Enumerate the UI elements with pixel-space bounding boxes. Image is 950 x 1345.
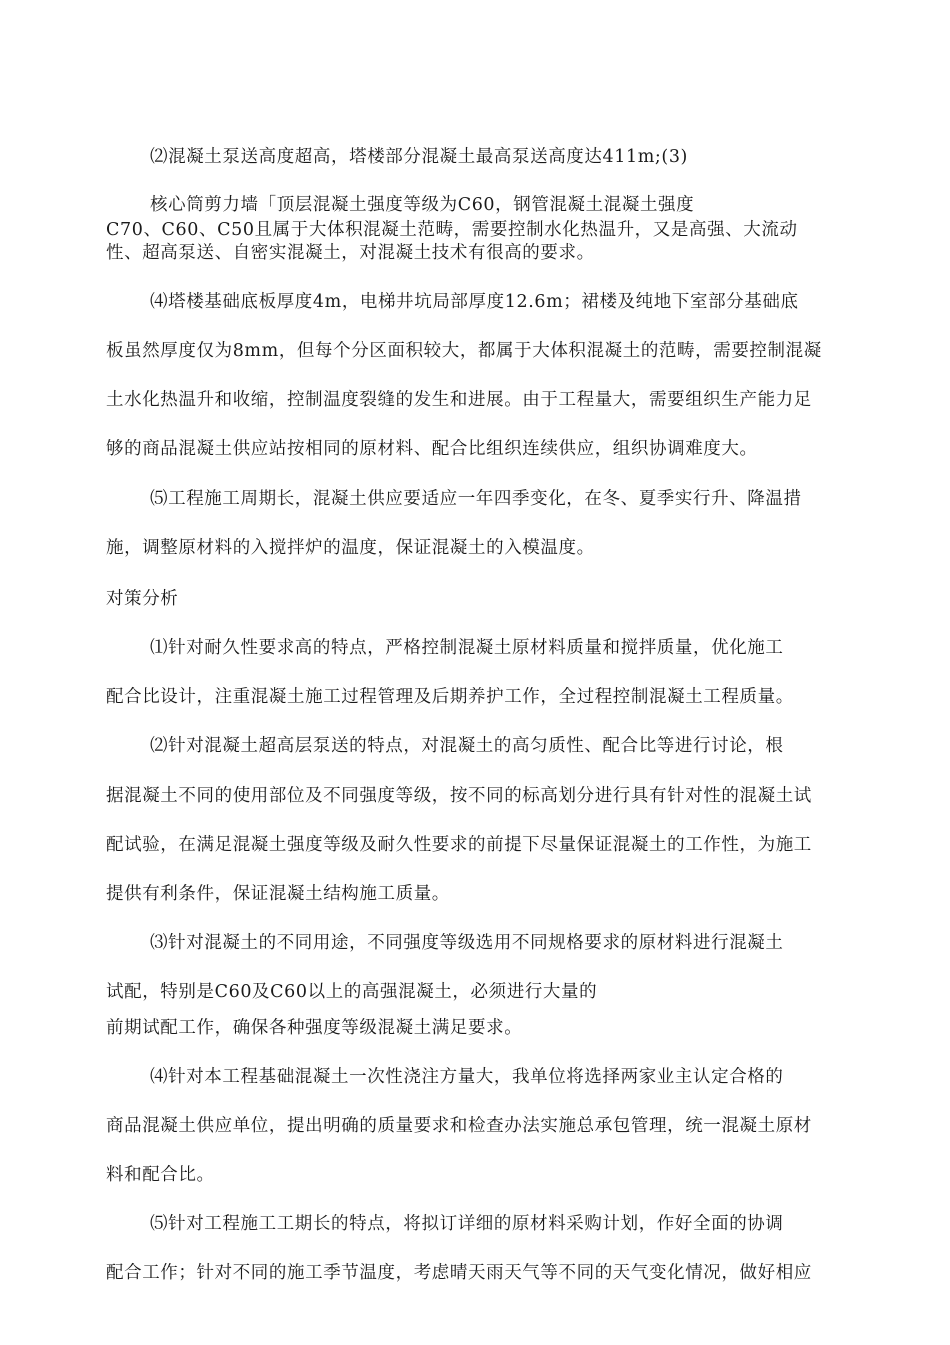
paragraph-line: 商品混凝土供应单位，提出明确的质量要求和检查办法实施总承包管理，统一混凝土原材 [106,1116,812,1136]
paragraph-line: ⑶针对混凝土的不同用途，不同强度等级选用不同规格要求的原材料进行混凝土 [150,933,784,953]
paragraph-line: 配合工作；针对不同的施工季节温度，考虑晴天雨天气等不同的天气变化情况，做好相应 [106,1263,812,1283]
paragraph-line: ⑵针对混凝土超高层泵送的特点，对混凝土的高匀质性、配合比等进行讨论，根 [150,736,784,756]
paragraph-line: 够的商品混凝土供应站按相同的原材料、配合比组织连续供应，组织协调难度大。 [106,439,758,459]
paragraph-line: 料和配合比。 [106,1165,215,1185]
paragraph-line: 土水化热温升和收缩，控制温度裂缝的发生和进展。由于工程量大，需要组织生产能力足 [106,390,812,410]
paragraph-line: 配合比设计，注重混凝土施工过程管理及后期养护工作，全过程控制混凝土工程质量。 [106,687,794,707]
paragraph-line: 性、超高泵送、自密实混凝土，对混凝土技术有很高的要求。 [106,243,595,263]
section-heading: 对策分析 [106,589,179,609]
paragraph-line: ⑵混凝土泵送高度超高，塔楼部分混凝土最高泵送高度达411m;(3) [150,147,688,167]
paragraph-line: 施，调整原材料的入搅拌炉的温度，保证混凝土的入模温度。 [106,538,595,558]
paragraph-line: ⑴针对耐久性要求高的特点，严格控制混凝土原材料质量和搅拌质量，优化施工 [150,638,784,658]
paragraph-line: 试配，特别是C60及C60以上的高强混凝土，必须进行大量的 [106,982,598,1002]
paragraph-line: 前期试配工作，确保各种强度等级混凝土满足要求。 [106,1018,523,1038]
paragraph-line: C70、C60、C50且属于大体积混凝土范畴，需要控制水化热温升，又是高强、大流动 [106,220,798,240]
paragraph-line: ⑸针对工程施工工期长的特点，将拟订详细的原材料采购计划，作好全面的协调 [150,1214,784,1234]
paragraph-line: ⑸工程施工周期长，混凝土供应要适应一年四季变化，在冬、夏季实行升、降温措 [150,489,802,509]
paragraph-line: 提供有利条件，保证混凝土结构施工质量。 [106,884,450,904]
paragraph-line: 据混凝土不同的使用部位及不同强度等级，按不同的标高划分进行具有针对性的混凝土试 [106,786,812,806]
paragraph-line: 板虽然厚度仅为8mm，但每个分区面积较大，都属于大体积混凝土的范畴，需要控制混凝 [106,341,822,361]
paragraph-line: 核心筒剪力墙「顶层混凝土强度等级为C60，钢管混凝土混凝土强度 [150,195,695,215]
paragraph-line: 配试验，在满足混凝土强度等级及耐久性要求的前提下尽量保证混凝土的工作性，为施工 [106,835,812,855]
paragraph-line: ⑷针对本工程基础混凝土一次性浇注方量大，我单位将选择两家业主认定合格的 [150,1067,784,1087]
paragraph-line: ⑷塔楼基础底板厚度4m，电梯井坑局部厚度12.6m；裙楼及纯地下室部分基础底 [150,292,799,312]
